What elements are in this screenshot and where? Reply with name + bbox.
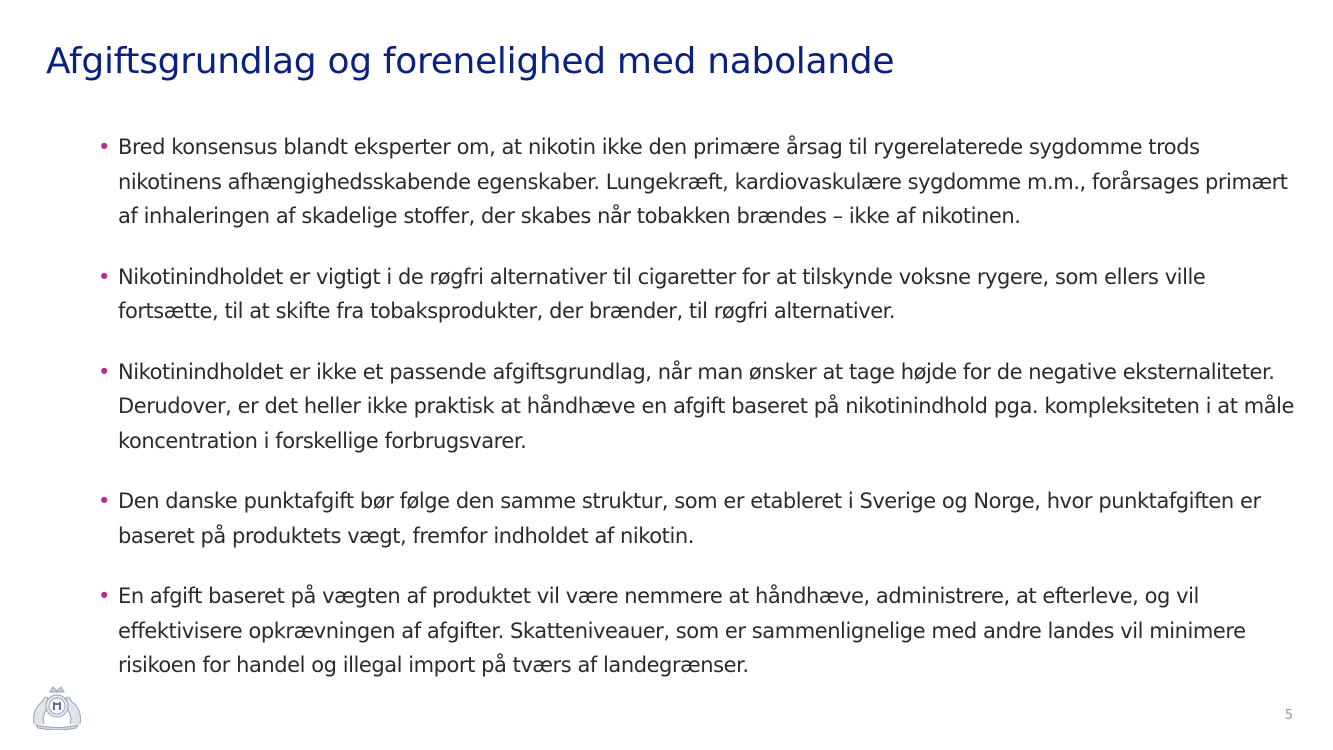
bullet-text: Nikotinindholdet er ikke et passende afgiftsgrundlag, når man ønsker at tage højde for de negative eksternaliteter. Derudover, er det heller ikke praktisk at håndhæve en afgift baseret på nikotinindhold pga. kompleksiteten i at måle koncentration i forskellige forbrugsvarer.	[118, 359, 1294, 453]
bullet-text: Bred konsensus blandt eksperter om, at nikotin ikke den primære årsag til rygerelaterede sygdomme trods nikotinens afhængighedsskabende egenskaber. Lungekræft, kardiovaskulære sygdomme m.m., forårsages primært af inhaleringen af skadelige stoffer, der skabes når tobakken brændes – ikke af nikotinen.	[118, 135, 1288, 228]
pm-crest-icon	[26, 684, 88, 730]
bullet-text: Nikotinindholdet er vigtigt i de røgfri alternativer til cigaretter for at tilskynde voksne rygere, som ellers ville fortsætte, til at skifte fra tobaksprodukter, der brænder, til røgfri alternativer.	[118, 264, 1206, 323]
bullet-item	[96, 484, 1296, 553]
page-number: 5	[1284, 708, 1293, 723]
bullet-item	[96, 260, 1296, 329]
bullet-marker: •	[98, 489, 110, 513]
bullet-item	[96, 130, 1296, 234]
bullet-marker: •	[98, 359, 110, 384]
bullet-marker: •	[98, 584, 110, 608]
bullet-text: En afgift baseret på vægten af produktet vil være nemmere at håndhæve, administrere, at efterleve, og vil effektivisere opkrævningen af afgifter. Skatteniveauer, som er sammenlignelige med andre landes vil minimere risikoen for handel og illegal import på tværs af landegrænser.	[118, 584, 1246, 677]
bullet-item	[96, 355, 1296, 459]
bullet-list	[96, 130, 1296, 683]
bullet-marker: •	[98, 264, 110, 289]
bullet-marker: •	[98, 135, 110, 159]
bullet-item	[96, 579, 1296, 683]
bullet-text: Den danske punktafgift bør følge den samme struktur, som er etableret i Sverige og Norge, hvor punktafgiften er baseret på produktets vægt, fremfor indholdet af nikotin.	[118, 489, 1261, 548]
slide-title: Afgiftsgrundlag og forenelighed med nabolande	[46, 41, 895, 82]
